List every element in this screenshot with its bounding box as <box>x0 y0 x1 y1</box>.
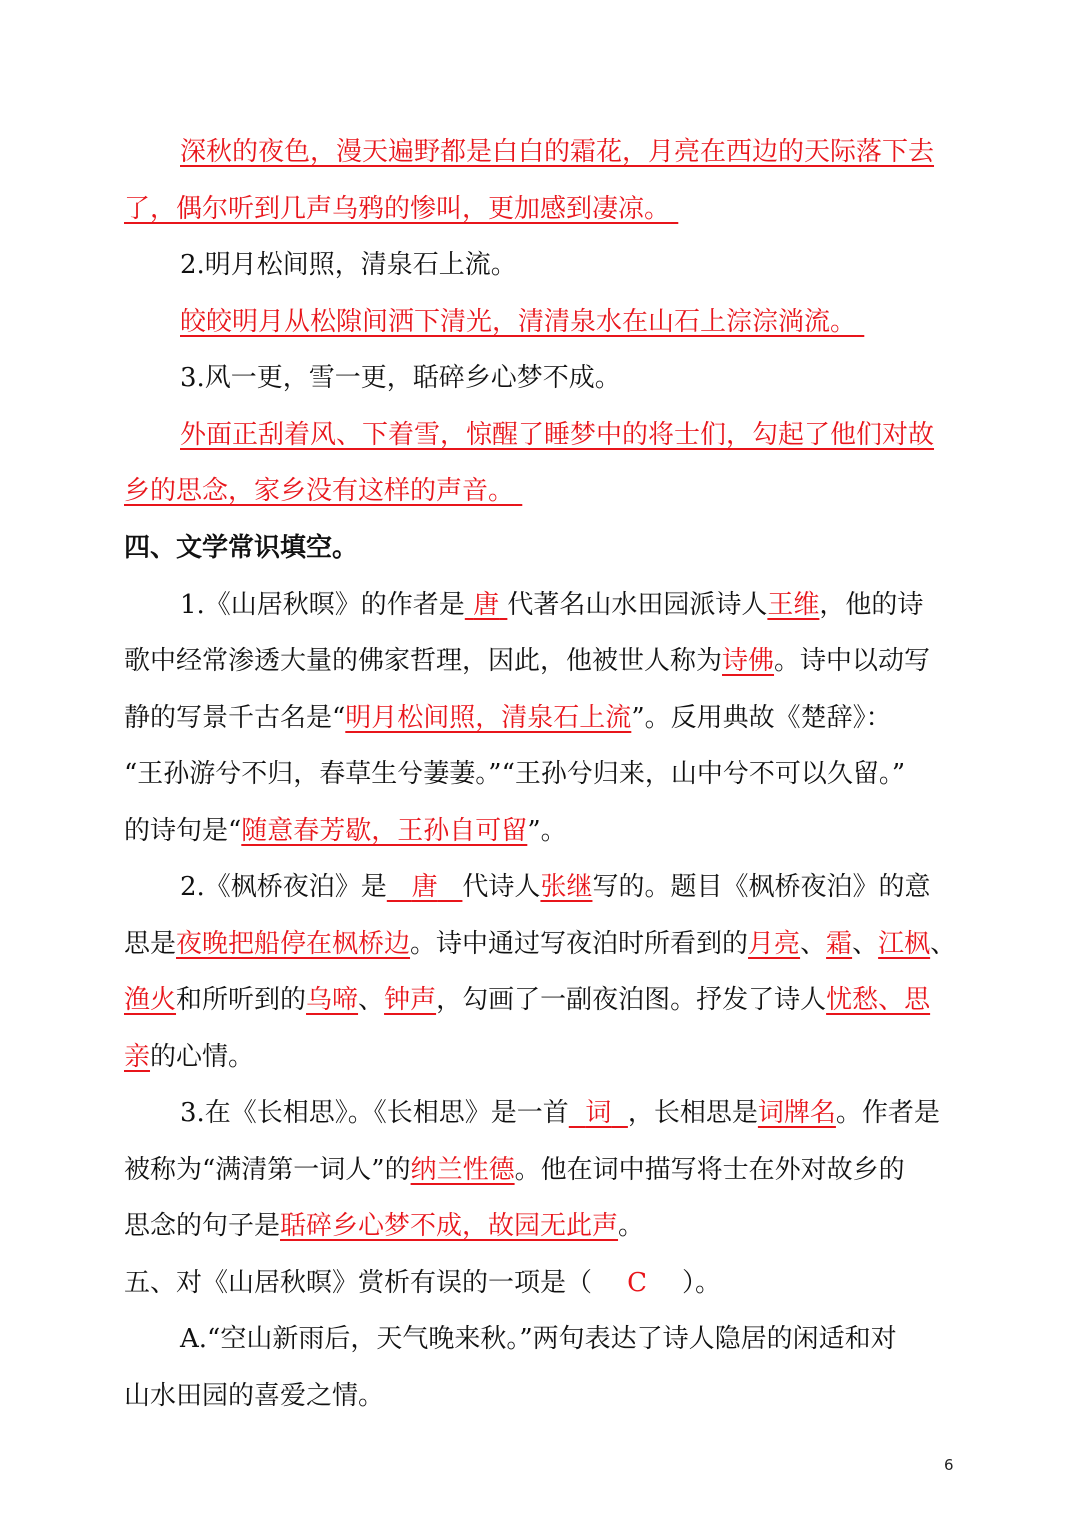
section4-title: 四、文学常识填空。 <box>124 533 359 563</box>
answer-bell: 钟声 <box>384 985 437 1015</box>
answer-frost: 霜 <box>826 929 853 959</box>
s4-item2-line4: 亲的心情。 <box>124 1042 255 1072</box>
s4-item3-line2: 被称为“满清第一词人”的纳兰性德。他在词中描写将士在外对故乡的 <box>124 1155 905 1185</box>
answer-emotion-a: 忧愁、思 <box>826 985 931 1015</box>
q2-answer-row <box>0 303 1080 341</box>
answer-fishing-lights: 渔火 <box>124 985 177 1015</box>
s4-item2-line3: 渔火和所听到的乌啼、钟声，勾画了一副夜泊图。抒发了诗人忧愁、思 <box>124 985 931 1015</box>
answer-homesick-line: 聒碎乡心梦不成，故园无此声 <box>280 1211 619 1241</box>
s4-item2-line1: 2.《枫桥夜泊》是 唐 代诗人张继写的。题目《枫桥夜泊》的意 <box>180 872 931 902</box>
s4-item1-line4: “王孙游兮不归，春草生兮萋萋。”“王孙兮归来，山中兮不可以久留。” <box>124 759 906 789</box>
option-a-line1: A.“空山新雨后，天气晚来秋。”两句表达了诗人隐居的闲适和对 <box>180 1324 897 1354</box>
answer-ci: 词 <box>585 1098 612 1128</box>
s4-item1-line2: 歌中经常渗透大量的佛家哲理，因此，他被世人称为诗佛。诗中以动写 <box>124 646 931 676</box>
answer-allusion-line: 随意春芳歇，王孙自可留 <box>241 816 528 846</box>
s4-item3-line3: 思念的句子是聒碎乡心梦不成，故园无此声。 <box>124 1211 645 1241</box>
option-a-line2: 山水田园的喜爱之情。 <box>124 1381 385 1411</box>
answer-moon: 月亮 <box>748 929 801 959</box>
q3-poem-line: 3.风一更，雪一更，聒碎乡心梦不成。 <box>180 363 621 393</box>
section5-title: 五、对《山居秋暝》赏析有误的一项是（ C ）。 <box>0 1264 1080 1302</box>
s4-item1-line5: 的诗句是“随意春芳歇，王孙自可留”。 <box>124 816 567 846</box>
page-number: 6 <box>944 1456 954 1474</box>
answer-cipai: 词牌名 <box>757 1098 836 1128</box>
answer-nalan: 纳兰性德 <box>410 1155 515 1185</box>
q1-answer-line2: 了，偶尔听到几声乌鸦的惨叫，更加感到凄凉。 <box>124 194 671 224</box>
s4-item2-line2: 思是夜晚把船停在枫桥边。诗中通过写夜泊时所看到的月亮、霜、江枫、 <box>124 929 957 959</box>
q3-answer-line2: 乡的思念，家乡没有这样的声音。 <box>124 476 515 506</box>
answer-poet-wangwei: 王维 <box>767 590 820 620</box>
q3-answer-line1: 外面正刮着风、下着雪，惊醒了睡梦中的将士们，勾起了他们对故 <box>180 420 935 450</box>
q3-answer-line2-row <box>0 472 1080 510</box>
answer-emotion-b: 亲 <box>124 1042 151 1072</box>
s4-item3-line1: 3.在《长相思》。《长相思》是一首 词 ，长相思是词牌名。作者是 <box>180 1098 940 1128</box>
q1-answer-line1: 深秋的夜色，漫天遍野都是白白的霜花，月亮在西边的天际落下去 <box>180 137 935 167</box>
answer-dynasty-2: 唐 <box>411 872 438 902</box>
answer-dynasty-1: 唐 <box>473 590 500 620</box>
q1-answer-line2-row <box>0 190 1080 228</box>
s4-item1-line1: 1.《山居秋暝》的作者是 唐 代著名山水田园派诗人王维，他的诗 <box>180 590 924 620</box>
answer-title-meaning: 夜晚把船停在枫桥边 <box>176 929 411 959</box>
answer-crow: 乌啼 <box>306 985 359 1015</box>
q2-poem-line: 2.明月松间照，清泉石上流。 <box>180 250 517 280</box>
s4-item1-line3: 静的写景千古名是“明月松间照，清泉石上流”。反用典故《楚辞》： <box>124 703 892 733</box>
answer-shifo: 诗佛 <box>722 646 775 676</box>
q2-answer: 皎皎明月从松隙间洒下清光，清清泉水在山石上淙淙淌流。 <box>180 307 857 337</box>
answer-poet-zhangji: 张继 <box>540 872 593 902</box>
answer-maple: 江枫 <box>878 929 931 959</box>
answer-famous-line: 明月松间照，清泉石上流 <box>345 703 632 733</box>
answer-choice: C <box>627 1268 647 1298</box>
